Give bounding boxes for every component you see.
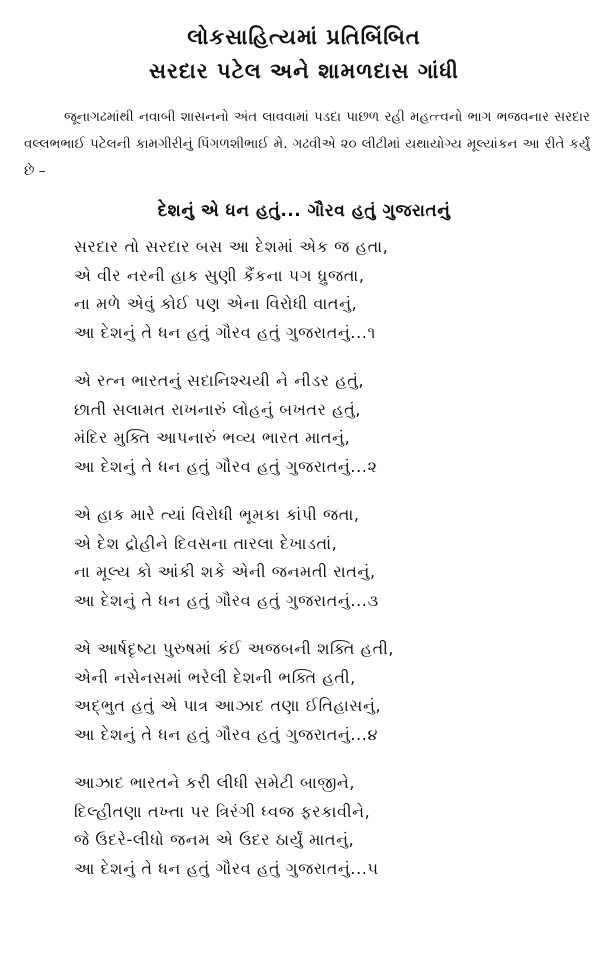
title-line-2: સરદાર પટેલ અને શામળદાસ ગાંધી <box>149 59 459 83</box>
poem-line: એની નસેનસમાં ભરેલી દેશની ભક્તિ હતી, <box>74 667 356 687</box>
poem-line: એ રત્ન ભારતનું સદાનિશ્ચયી ને નીડર હતું, <box>74 371 365 390</box>
poem-line: આ દેશનું તે ધન હતું ગૌરવ હતું ગુજરાતનું...૪ <box>74 724 378 744</box>
poem-body <box>74 233 588 883</box>
poem-line: સરદાર તો સરદાર બસ આ દેશમાં એક જ હતા, <box>74 237 389 256</box>
poem-line: છાતી સલામત રાખનારું લોહનું બખતર હતું, <box>74 399 362 419</box>
stanza-5 <box>74 769 588 883</box>
poem-line: આઝાદ ભારતને કરી લીધી સમેટી બાજીને, <box>74 773 356 792</box>
poem-line: એ દેશ દ્રોહીને દિવસના તારલા દેખાડતાં, <box>74 533 338 553</box>
stanza-3 <box>74 501 588 615</box>
poem-line: ના મળે એવું કોઈ પણ એના વિરોધી વાતનું, <box>74 294 358 313</box>
poem-line: એ વીર નરની હાક સુણી કૈંકના પગ ધ્રુજતા, <box>74 265 365 285</box>
poem-line: આ દેશનું તે ધન હતું ગૌરવ હતું ગુજરાતનું...૩ <box>74 590 379 610</box>
stanza-2 <box>74 367 588 481</box>
poem-line: આ દેશનું તે ધન હતું ગૌરવ હતું ગુજરાતનું...૨ <box>74 456 378 476</box>
poem-line: જે ઉદરે-લીધો જનમ એ ઉદર ઠાર્યું માતનું, <box>74 830 355 849</box>
poem-title: દેશનું એ ધન હતું... ગૌરવ હતું ગુજરાતનું <box>157 201 451 221</box>
poem-line: અદ્ભુત હતું એ પાત્ર આઝાદ તણા ઈતિહાસનું, <box>74 696 382 715</box>
stanza-1 <box>74 233 588 347</box>
poem-line: આ દેશનું તે ધન હતું ગૌરવ હતું ગુજરાતનું...૧ <box>74 322 376 342</box>
poem-line: એ હાક મારે ત્યાં વિરોધી ભૂમકા કાંપી જતા, <box>74 505 360 524</box>
poem-line: દિલ્હીતણા તખ્તા પર ત્રિરંગી ધ્વજ ફરકાવીને, <box>74 801 371 821</box>
poem-line: મંદિર મુક્તિ આપનારું ભવ્ય ભારત માતનું, <box>74 428 351 447</box>
title-line-1: લોકસાહિત્યમાં પ્રતિબિંબિત <box>187 25 421 49</box>
stanza-4 <box>74 635 588 749</box>
poem-line: ના મૂલ્ય કો આંકી શકે એની જનમતી રાતનું, <box>74 562 376 581</box>
poem-line: એ આર્ષદૃષ્ટા પુરુષમાં કંઈ અજબની શક્તિ હતી, <box>74 639 395 658</box>
poem-line: આ દેશનું તે ધન હતું ગૌરવ હતું ગુજરાતનું...૫ <box>74 858 379 878</box>
intro-paragraph: જૂનાગઢમાંથી નવાબી શાસનનો અંત લાવવામાં પડદા પાછળ રહી મહત્ત્વનો ભાગ ભજવનાર સરદાર વલ્લભભાઈ પટેલની કામગીરીનું પિંગળશીભાઈ મે. ગઢવીએ ૨૦ લીટીમાં યથાયોગ્ય મૂલ્યાંકન આ રીતે કર્યું છે – <box>24 109 590 179</box>
